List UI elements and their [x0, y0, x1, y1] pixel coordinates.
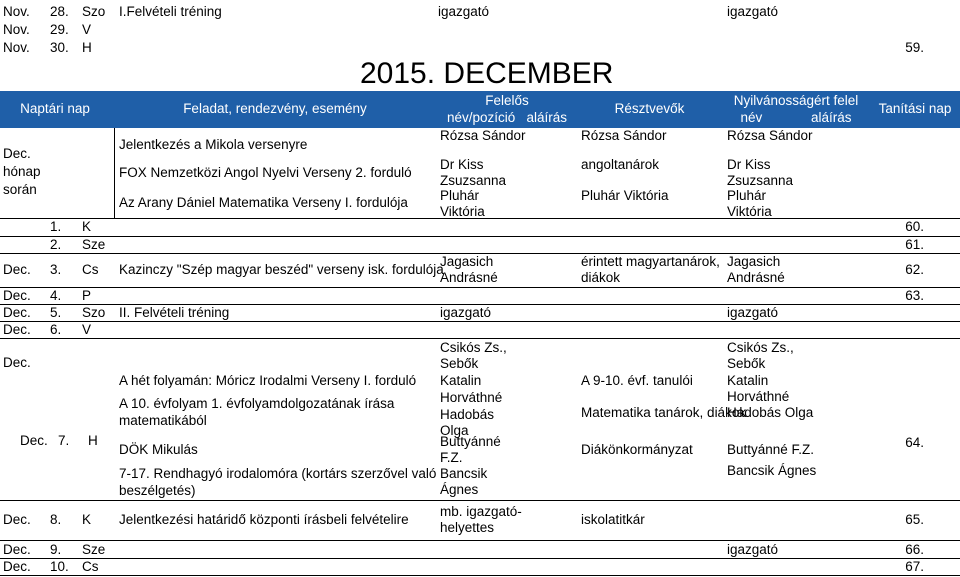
event-text: FOX Nemzetközi Angol Nyelvi Verseny 2. forduló	[119, 165, 412, 180]
cell-dow: H	[88, 433, 98, 448]
resp-text: Bancsik	[440, 466, 488, 481]
resp-text: Olga	[440, 423, 469, 438]
cell-dow: V	[82, 322, 92, 337]
header-tanitasi-nap: Tanítási nap	[878, 101, 952, 116]
cell-day: 29.	[50, 22, 69, 37]
divider	[0, 236, 960, 237]
pub-text: Rózsa Sándor	[727, 128, 813, 143]
part-text: Rózsa Sándor	[581, 128, 667, 143]
cell-day: 30.	[50, 40, 69, 55]
event-text: Jelentkezés a Mikola versenyre	[119, 137, 308, 152]
month-label: során	[3, 182, 37, 197]
cell-week: 60.	[905, 219, 924, 234]
part-text: angoltanárok	[581, 157, 660, 172]
pub-text: Pluhár	[727, 188, 767, 203]
header-felelos-sub: név/pozíció aláírás	[446, 110, 568, 125]
event-text: Jelentkezési határidő központi írásbeli felvételire	[119, 512, 409, 527]
resp-text: Viktória	[440, 204, 485, 219]
cell-week: 65.	[905, 512, 924, 527]
resp-text: Rózsa Sándor	[440, 128, 526, 143]
event-text: A hét folyamán: Móricz Irodalmi Verseny I. forduló	[119, 373, 417, 388]
divider	[114, 128, 115, 218]
cell-day: 28.	[50, 4, 69, 19]
header-felelos: Felelős	[485, 93, 529, 108]
cell-dow: Szo	[82, 305, 106, 320]
resp-text: Zsuzsanna	[440, 173, 507, 188]
resp-text: Andrásné	[440, 270, 498, 285]
resp-text: Buttyánné	[440, 434, 501, 449]
part-text: Pluhár Viktória	[581, 188, 669, 203]
cell-month: Dec.	[3, 322, 31, 337]
cell-day: 4.	[50, 288, 62, 303]
cell-week: 67.	[905, 559, 924, 574]
cell-dow: H	[82, 40, 92, 55]
cell-day: 10.	[50, 559, 69, 574]
event-text: 7-17. Rendhagyó irodalomóra (kortárs szerzővel való	[119, 466, 437, 481]
divider	[0, 321, 960, 322]
cell-day: 9.	[50, 542, 62, 557]
part-text: iskolatitkár	[581, 512, 645, 527]
resp-text: Katalin	[440, 373, 482, 388]
pub-text: igazgató	[727, 305, 779, 320]
divider	[0, 287, 960, 288]
cell-dow: Szo	[82, 4, 106, 19]
part-text: Diákönkormányzat	[581, 442, 693, 457]
cell-day: 8.	[50, 512, 62, 527]
header-resztvevok: Résztvevők	[614, 101, 685, 116]
resp-text: Horváthné	[440, 390, 503, 405]
cell-week: 61.	[905, 237, 924, 252]
resp-text: Jagasich	[440, 254, 494, 269]
pub-text: Jagasich	[727, 254, 781, 269]
cell-month: Dec.	[3, 542, 31, 557]
divider	[0, 338, 960, 339]
event-text: Kazinczy "Szép magyar beszéd" verseny isk. fordulója	[119, 262, 444, 277]
cell-day: 2.	[50, 237, 62, 252]
event-text: A 10. évfolyam 1. évfolyamdolgozatának írása	[119, 396, 395, 411]
divider	[0, 558, 960, 559]
pub-text: Buttyánné F.Z.	[727, 442, 815, 457]
cell-week: 64.	[905, 435, 924, 450]
cell-dow: Sze	[82, 542, 106, 557]
part-text: diákok	[581, 270, 621, 285]
part-text: Matematika tanárok, diákok	[581, 405, 747, 420]
pub-text: igazgató	[727, 542, 779, 557]
cell-month: Dec.	[3, 512, 31, 527]
event-text: Az Arany Dániel Matematika Verseny I. fordulója	[119, 195, 408, 210]
cell-dow: K	[82, 219, 92, 234]
cell-week: 62.	[905, 262, 924, 277]
resp-text: F.Z.	[440, 450, 463, 465]
cell-pub: igazgató	[727, 4, 779, 19]
cell-dow: Cs	[82, 559, 99, 574]
cell-month: Dec.	[3, 355, 31, 370]
resp-text: Ágnes	[440, 482, 479, 497]
cell-month: Dec.	[3, 559, 31, 574]
event-text: matematikából	[119, 413, 207, 428]
cell-dow: V	[82, 22, 92, 37]
resp-text: mb. igazgató-	[440, 504, 522, 519]
cell-dow: Sze	[82, 237, 106, 252]
pub-text: Andrásné	[727, 270, 785, 285]
cell-week: 66.	[905, 542, 924, 557]
pub-text: Katalin	[727, 373, 769, 388]
part-text: érintett magyartanárok,	[581, 254, 720, 269]
cell-month: Nov.	[3, 40, 30, 55]
divider	[0, 540, 960, 541]
resp-text: Sebők	[440, 356, 479, 371]
event-text: II. Felvételi tréning	[119, 305, 230, 320]
resp-text: Pluhár	[440, 188, 480, 203]
resp-text: Csikós Zs.,	[440, 340, 507, 355]
cell-day: 3.	[50, 262, 62, 277]
resp-text: Hadobás	[440, 407, 495, 422]
divider	[0, 575, 960, 576]
divider	[0, 500, 960, 501]
pub-text: Viktória	[727, 204, 772, 219]
pub-text: Csikós Zs.,	[727, 340, 794, 355]
cell-month: Nov.	[3, 22, 30, 37]
pub-text: Bancsik Ágnes	[727, 463, 817, 478]
cell-month: Dec.	[20, 433, 48, 448]
page-title: 2015. DECEMBER	[360, 57, 614, 90]
header-feladat: Feladat, rendezvény, esemény	[183, 101, 367, 116]
cell-month: Dec.	[3, 305, 31, 320]
header-nyilvanossag-sub: név aláírás	[740, 110, 852, 125]
header-nyilvanossag: Nyilvánosságért felel	[733, 93, 859, 108]
pub-text: Dr Kiss	[727, 157, 771, 172]
cell-dow: Cs	[82, 262, 99, 277]
pub-text: Zsuzsanna	[727, 173, 794, 188]
month-label: Dec.	[3, 146, 31, 161]
header-naptari-nap: Naptári nap	[20, 101, 90, 116]
resp-text: Dr Kiss	[440, 157, 484, 172]
cell-month: Dec.	[3, 262, 31, 277]
cell-dow: K	[82, 512, 92, 527]
resp-text: igazgató	[440, 305, 492, 320]
cell-week: 59.	[905, 40, 924, 55]
cell-day: 6.	[50, 322, 62, 337]
cell-day: 1.	[50, 219, 62, 234]
cell-month: Dec.	[3, 288, 31, 303]
pub-text: Hadobás Olga	[727, 405, 814, 420]
cell-dow: P	[82, 288, 92, 303]
part-text: A 9-10. évf. tanulói	[581, 373, 693, 388]
month-label: hónap	[3, 164, 41, 179]
event-text: DÖK Mikulás	[119, 442, 198, 457]
cell-day: 7.	[58, 433, 70, 448]
pub-text: Horváthné	[727, 389, 790, 404]
cell-month: Nov.	[3, 4, 30, 19]
resp-text: helyettes	[440, 520, 495, 535]
pub-text: Sebők	[727, 356, 766, 371]
cell-day: 5.	[50, 305, 62, 320]
cell-event: I.Felvételi tréning	[119, 4, 222, 19]
event-text: beszélgetés)	[119, 483, 196, 498]
cell-resp: igazgató	[438, 4, 490, 19]
cell-week: 63.	[905, 288, 924, 303]
